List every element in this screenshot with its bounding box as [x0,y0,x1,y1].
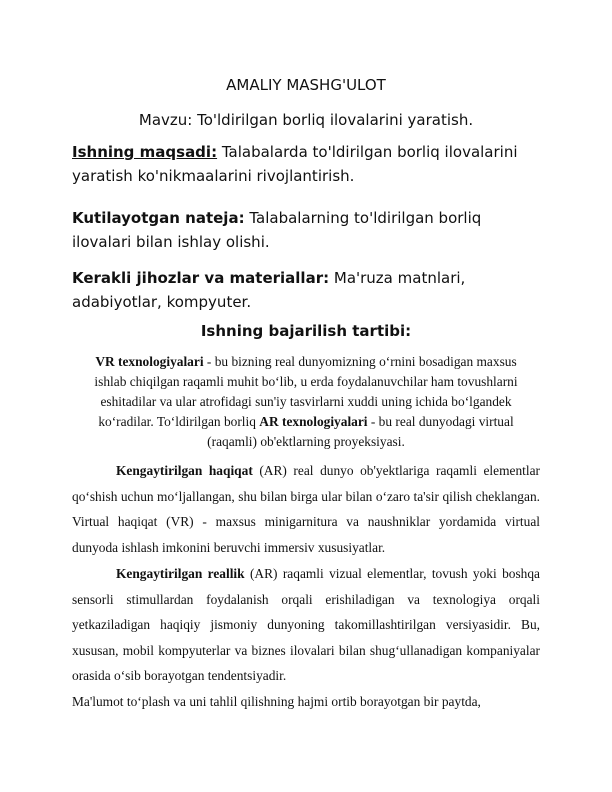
ar-definition: - bu real dunyodagi virtual (raqamli) ob'ektlarning proyeksiyasi. [207,414,514,449]
expected-section [72,206,542,254]
paragraph-1-term: Kengaytirilgan haqiqat [116,463,253,478]
paragraph-1-text: (AR) real dunyo ob'yektlariga raqamli elementlar qo‘shish uchun mo‘ljallangan, shu bilan birga ular bilan o‘zaro ta'sir qilish cheklangan. Virtual haqiqat (VR) - maxsus minigarnitura va naushniklar yordamida virtual dunyoda ishlash imkonini beruvchi immersiv xususiyatlar. [72,463,540,555]
expected-label: Kutilayotgan nateja: [72,209,245,227]
ar-term: AR texnologiyalari [259,414,368,429]
topic-line: Mavzu: To'ldirilgan borliq ilovalarini yaratish. [138,111,474,129]
paragraph-2 [72,561,540,689]
purpose-text: Talabalarda to'ldirilgan borliq ilovalarini yaratish ko'nikmaalarini rivojlantirish. [72,143,518,185]
equipment-text: Ma'ruza matnlari, adabiyotlar, kompyuter. [72,269,466,311]
procedure-heading: Ishning bajarilish tartibi: [200,322,412,340]
vr-definition: - bu bizning real dunyomizning o‘rnini bosadigan maxsus ishlab chiqilgan raqamli muhit bo‘lib, u erda foydalanuvchilar ham tovushlarni eshitadilar va ular atrofidagi sun'iy tasvirlarni xuddi uning ichida bo‘lgandek ko‘radilar. To‘ldirilgan borliq [94,354,518,429]
purpose-section [72,140,542,188]
document-title: AMALIY MASHG'ULOT [226,76,386,94]
equipment-section [72,266,542,314]
intro-paragraph [80,352,532,452]
paragraph-2-term: Kengaytirilgan reallik [116,566,245,581]
paragraph-1 [72,458,540,560]
paragraph-3: Ma'lumot to‘plash va uni tahlil qilishning hajmi ortib borayotgan bir paytda, [72,694,481,709]
vr-term: VR texnologiyalari [95,354,204,369]
equipment-label: Kerakli jihozlar va materiallar: [72,269,330,287]
purpose-label: Ishning maqsadi: [72,143,218,161]
paragraph-2-text: (AR) raqamli vizual elementlar, tovush yoki boshqa sensorli stimullardan foydalanish orqali erishiladigan va texnologiya orqali yetkaziladigan haqiqiy jismoniy dunyoning takomillashtirilgan versiyasidir. Bu, xususan, mobil kompyuterlar va biznes ilovalari bilan shug‘ullanadigan kompaniyalar orasida o‘sib borayotgan tendentsiyadir. [72,566,541,684]
expected-text: Talabalarning to'ldirilgan borliq ilovalari bilan ishlay olishi. [72,209,482,251]
